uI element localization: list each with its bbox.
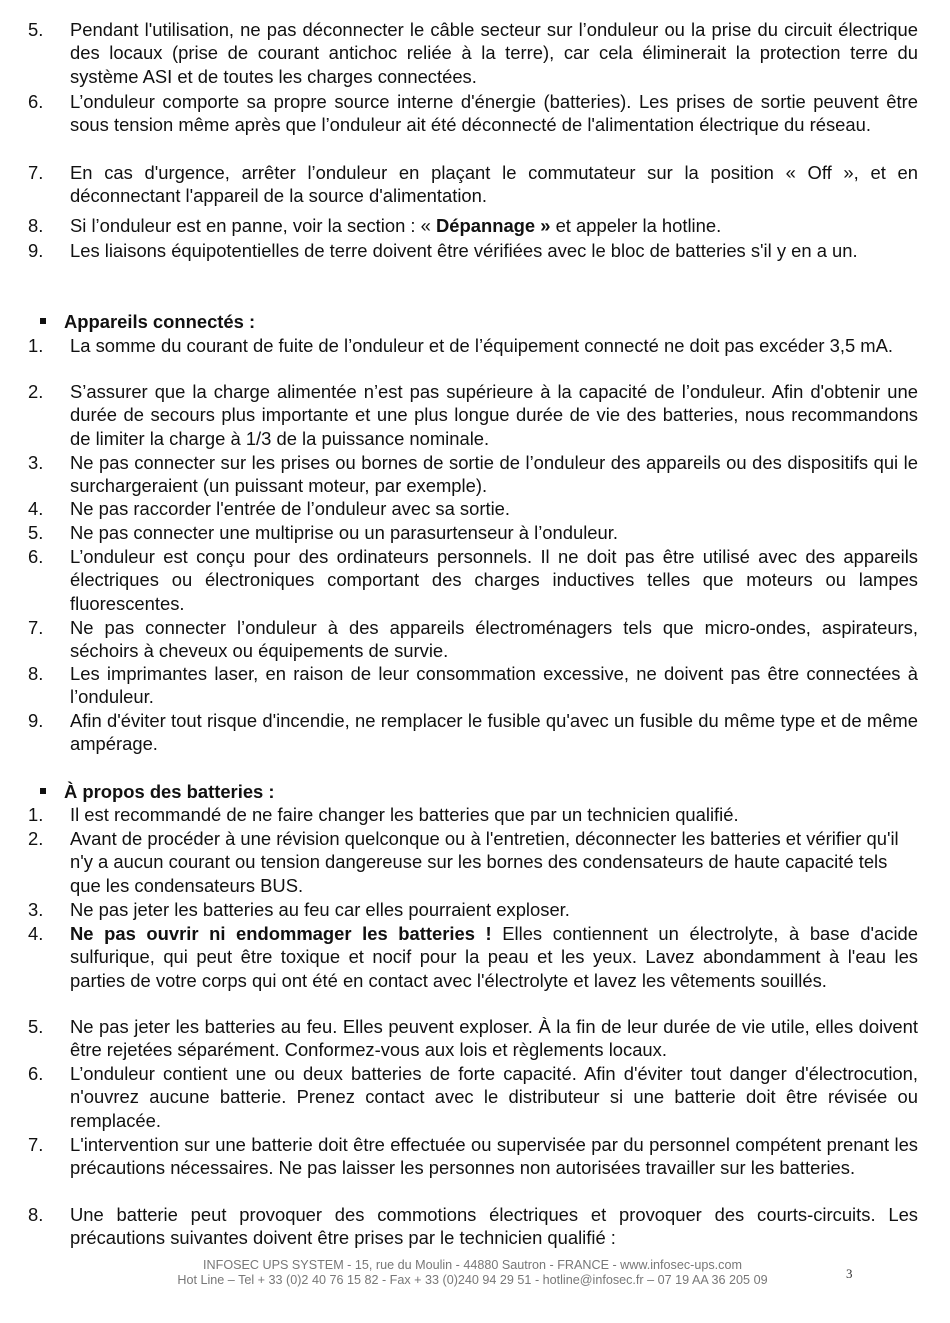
- list-text: L’onduleur est conçu pour des ordinateurs personnels. Il ne doit pas être utilisé avec des appareils électriques ou électroniques comportant des charges inductives telles que moteurs ou lampes fluorescentes.: [70, 546, 918, 614]
- list-number: 9.: [28, 240, 44, 261]
- list-number: 5.: [28, 19, 44, 40]
- list-text: Ne pas jeter les batteries au feu. Elles peuvent exploser. À la fin de leur durée de vie utile, elles doivent être rejetées séparément. Conformez-vous aux lois et règlements locaux.: [70, 1016, 918, 1061]
- list-text: L’onduleur contient une ou deux batteries de forte capacité. Afin d'éviter tout danger d'électrocution, n'ouvrez aucune batterie. Prenez contact avec le distributeur si une batterie doit être révisée ou remplacée.: [70, 1063, 918, 1131]
- list-text: Ne pas raccorder l'entrée de l’onduleur avec sa sortie.: [70, 498, 511, 519]
- list-item: [28, 497, 918, 520]
- list-number: 4.: [28, 498, 44, 519]
- list-text: Les liaisons équipotentielles de terre doivent être vérifiées avec le bloc de batteries s'il y en a un.: [70, 240, 858, 261]
- list-number: 4.: [28, 923, 44, 944]
- list-item: [28, 161, 918, 208]
- list-item: [28, 380, 918, 450]
- list-text: En cas d'urgence, arrêter l’onduleur en plaçant le commutateur sur la position « Off », et en déconnectant l'appareil de la source d'alimentation.: [70, 162, 918, 207]
- list-item: [28, 334, 918, 357]
- list-text: Ne pas connecter une multiprise ou un parasurtenseur à l’onduleur.: [70, 522, 618, 543]
- list-number: 2.: [28, 828, 44, 849]
- heading-text: À propos des batteries :: [64, 781, 275, 802]
- list-item: [28, 898, 918, 921]
- list-number: 6.: [28, 546, 44, 567]
- list-number: 8.: [28, 1204, 44, 1225]
- list-number: 7.: [28, 1134, 44, 1155]
- list-item: [28, 18, 918, 88]
- list-text: Afin d'éviter tout risque d'incendie, ne remplacer le fusible qu'avec un fusible du même type et de même ampérage.: [70, 710, 918, 755]
- square-bullet-icon: [40, 318, 46, 324]
- list-item: [28, 922, 918, 992]
- list-item: [28, 239, 918, 262]
- list-item: [28, 616, 918, 663]
- list-text: S’assurer que la charge alimentée n’est pas supérieure à la capacité de l’onduleur. Afin d'obtenir une durée de secours plus importante et une plus longue durée de vie des batteries, nous recommandons de limiter la charge à 1/3 de la puissance nominale.: [70, 381, 918, 449]
- list-text: Pendant l'utilisation, ne pas déconnecter le câble secteur sur l’onduleur ou la prise du circuit électrique des locaux (prise de courant antichoc reliée à la terre), car cela éliminerait la protection terre du système ASI et de toutes les charges connectées.: [70, 19, 918, 87]
- list-text: [70, 922, 918, 992]
- list-item: [28, 521, 918, 544]
- list-number: 1.: [28, 335, 44, 356]
- list-item: [28, 709, 918, 756]
- list-number: 9.: [28, 710, 44, 731]
- list-text: Une batterie peut provoquer des commotions électriques et provoquer des courts-circuits. Les précautions suivantes doivent être prises par le technicien qualifié :: [70, 1204, 918, 1249]
- list-number: 3.: [28, 452, 44, 473]
- list-number: 8.: [28, 215, 44, 236]
- list-number: 5.: [28, 522, 44, 543]
- page-number: 3: [846, 1266, 853, 1281]
- list-number: 2.: [28, 381, 44, 402]
- list-item: [28, 451, 918, 498]
- list-text: La somme du courant de fuite de l’onduleur et de l’équipement connecté ne doit pas excéder 3,5 mA.: [70, 335, 893, 356]
- list-item: [28, 827, 918, 897]
- list-text: L'intervention sur une batterie doit être effectuée ou supervisée par du personnel compétent prenant les précautions nécessaires. Ne pas laisser les personnes non autorisées travailler sur les batteries.: [70, 1134, 918, 1179]
- list-item: [28, 662, 918, 709]
- list-text: Ne pas jeter les batteries au feu car elles pourraient exploser.: [70, 899, 570, 920]
- list-item: [28, 1133, 918, 1180]
- list-item: [28, 214, 918, 237]
- footer-address: INFOSEC UPS SYSTEM - 15, rue du Moulin - 44880 Sautron - FRANCE - www.infosec-ups.com: [203, 1258, 742, 1272]
- list-text: Avant de procéder à une révision quelconque ou à l'entretien, déconnecter les batteries et vérifier qu'il n'y a aucun courant ou tension dangereuse sur les bornes des condensateurs de haute capacité tels que les condensateurs BUS.: [70, 828, 899, 896]
- list-number: 6.: [28, 91, 44, 112]
- list-text: Ne pas connecter l’onduleur à des appareils électroménagers tels que micro-ondes, aspirateurs, séchoirs à cheveux ou équipements de survie.: [70, 617, 918, 662]
- list-number: 7.: [28, 617, 44, 638]
- list-item: [28, 1062, 918, 1132]
- list-item: [28, 90, 918, 137]
- list-text: L’onduleur comporte sa propre source interne d'énergie (batteries). Les prises de sortie peuvent être sous tension même après que l’onduleur ait été déconnecté de l'alimentation électrique du réseau.: [70, 91, 918, 136]
- list-text: Ne pas connecter sur les prises ou bornes de sortie de l’onduleur des appareils ou des dispositifs qui le surchargeraient (un puissant moteur, par exemple).: [70, 452, 918, 497]
- text-segment: Elles contiennent un électrolyte, à base d'acide sulfurique, qui peut être toxique et nocif pour la peau et les yeux. Lavez abondamment à l'eau les parties de votre corps qui ont été en contact avec l'électrolyte et lavez les vêtements souillés.: [70, 923, 918, 991]
- list-number: 5.: [28, 1016, 44, 1037]
- list-item: [28, 1203, 918, 1250]
- list-number: 3.: [28, 899, 44, 920]
- section-heading: [40, 780, 275, 803]
- list-number: 8.: [28, 663, 44, 684]
- list-text: Il est recommandé de ne faire changer les batteries que par un technicien qualifié.: [70, 804, 739, 825]
- footer-contact: Hot Line – Tel + 33 (0)2 40 76 15 82 - Fax + 33 (0)240 94 29 51 - hotline@infosec.fr – 07 19 AA 36 205 09: [177, 1273, 768, 1287]
- list-item: [28, 803, 918, 826]
- list-number: 1.: [28, 804, 44, 825]
- section-heading: [40, 310, 255, 333]
- square-bullet-icon: [40, 788, 46, 794]
- text-segment: Si l’onduleur est en panne, voir la section : «: [70, 215, 436, 236]
- list-text: [70, 214, 918, 237]
- bold-text: Ne pas ouvrir ni endommager les batteries !: [70, 923, 492, 944]
- text-segment: et appeler la hotline.: [550, 215, 722, 236]
- list-number: 6.: [28, 1063, 44, 1084]
- list-text: Les imprimantes laser, en raison de leur consommation excessive, ne doivent pas être connectées à l’onduleur.: [70, 663, 918, 708]
- list-item: [28, 545, 918, 615]
- heading-text: Appareils connectés :: [64, 311, 256, 332]
- list-number: 7.: [28, 162, 44, 183]
- bold-text: Dépannage »: [436, 215, 551, 236]
- list-item: [28, 1015, 918, 1062]
